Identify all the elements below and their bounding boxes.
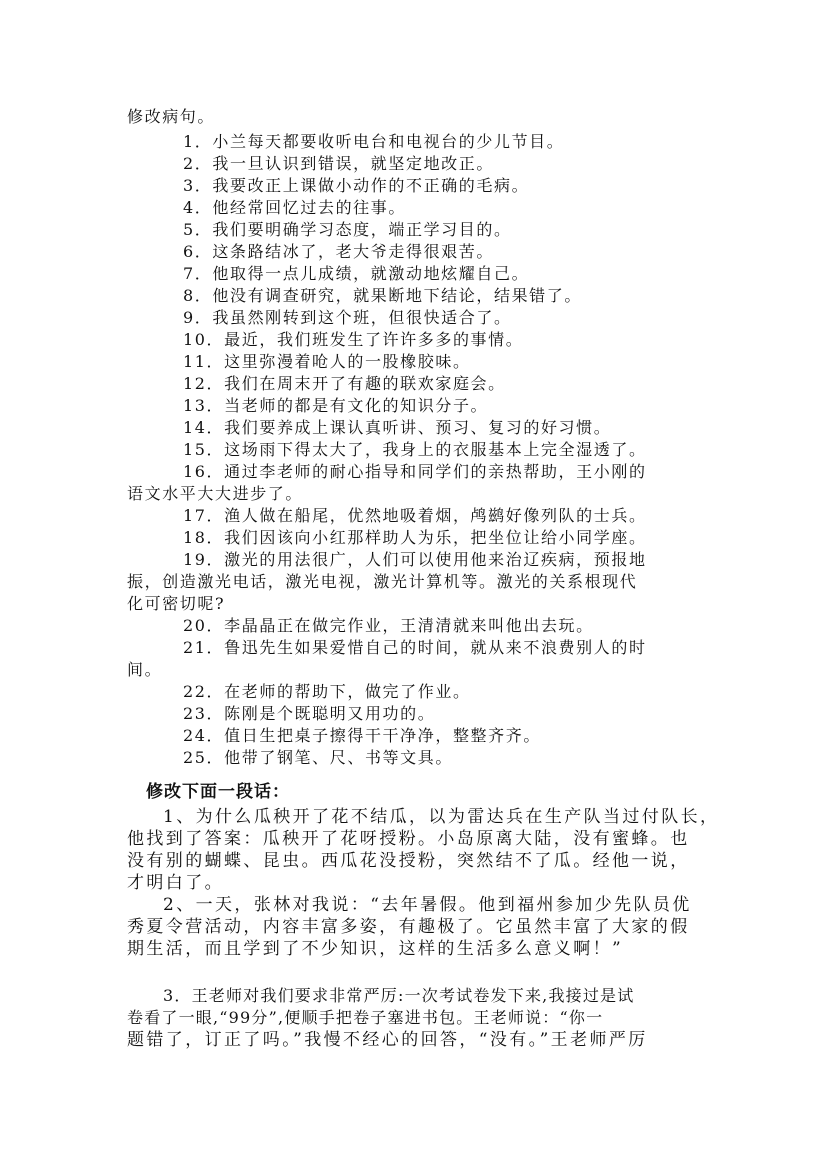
sentence-item: 9．我虽然刚转到这个班，但很快适合了。 <box>183 308 512 327</box>
paragraph-line: 1、为什么瓜秧开了花不结瓜，以为雷达兵在生产队当过付队长， <box>163 807 720 827</box>
sentence-item: 6．这条路结冰了，老大爷走得很艰苦。 <box>183 242 494 261</box>
sentence-item: 12．我们在周末开了有趣的联欢家庭会。 <box>183 374 506 393</box>
sentence-item: 16．通过李老师的耐心指导和同学们的亲热帮助，王小刚的 <box>183 462 647 481</box>
sentence-item-continued: 间。 <box>127 660 163 679</box>
sentence-item: 23．陈刚是个既聪明又用功的。 <box>183 704 436 723</box>
sentence-item: 3．我要改正上课做小动作的不正确的毛病。 <box>183 176 530 195</box>
paragraph-line: 才明白了。 <box>127 873 224 893</box>
paragraph-line: 卷看了一眼,“99分”,便顺手把卷子塞进书包。王老师说：“你一 <box>127 1008 604 1027</box>
sentence-item-continued: 振，创造激光电话，激光电视，激光计算机等。激光的关系根现代 <box>127 572 638 591</box>
section-heading: 修改下面一段话： <box>146 782 290 802</box>
sentence-item: 14．我们要养成上课认真听讲、预习、复习的好习惯。 <box>183 418 612 437</box>
paragraph-line: 题错了，订正了吗。”我慢不经心的回答，“没有。”王老师严厉 <box>127 1030 648 1050</box>
section-title: 修改病句。 <box>127 107 216 126</box>
sentence-item: 7．他取得一点儿成绩，就激动地炫耀自己。 <box>183 264 530 283</box>
sentence-item: 20．李晶晶正在做完作业，王清清就来叫他出去玩。 <box>183 616 594 635</box>
paragraph-line: 他找到了答案：瓜秧开了花呀授粉。小岛原离大陆，没有蜜蜂。也 <box>127 829 690 849</box>
sentence-item: 25．他带了钢笔、尺、书等文具。 <box>183 748 453 767</box>
paragraph-line: 期生活，而且学到了不少知识，这样的生活多么意义啊！” <box>127 939 624 959</box>
paragraph-line: 3．王老师对我们要求非常严厉:一次考试卷发下来,我接过是试 <box>163 986 635 1005</box>
sentence-item: 15．这场雨下得太大了，我身上的衣服基本上完全湿透了。 <box>183 440 647 459</box>
sentence-item: 5．我们要明确学习态度，端正学习目的。 <box>183 220 512 239</box>
sentence-item: 4．他经常回忆过去的往事。 <box>183 198 406 217</box>
sentence-item-continued: 化可密切呢? <box>127 594 226 613</box>
sentence-item: 18．我们因该向小红那样助人为乐，把坐位让给小同学座。 <box>183 528 647 547</box>
sentence-item: 24．值日生把桌子擦得干干净净，整整齐齐。 <box>183 726 541 745</box>
sentence-item: 1．小兰每天都要收听电台和电视台的少儿节目。 <box>183 132 565 151</box>
sentence-item: 17．渔人做在船尾，优然地吸着烟，鸬鹚好像列队的士兵。 <box>183 506 647 525</box>
sentence-item: 11．这里弥漫着呛人的一股橡胶味。 <box>183 352 471 371</box>
sentence-item: 22．在老师的帮助下，做完了作业。 <box>183 682 471 701</box>
paragraph-line: 2、一天，张林对我说：“去年暑假。他到福州参加少先队员优 <box>163 895 692 915</box>
sentence-item: 10．最近，我们班发生了许许多多的事情。 <box>183 330 524 349</box>
sentence-item-continued: 语文水平大大进步了。 <box>127 484 304 503</box>
sentence-item: 8．他没有调查研究，就果断地下结论，结果错了。 <box>183 286 582 305</box>
sentence-item: 2．我一旦认识到错误，就坚定地改正。 <box>183 154 494 173</box>
paragraph-line: 秀夏令营活动，内容丰富多姿，有趣极了。它虽然丰富了大家的假 <box>127 917 690 937</box>
paragraph-line: 没有别的蝴蝶、昆虫。西瓜花没授粉，突然结不了瓜。经他一说， <box>127 851 690 871</box>
sentence-item: 19．激光的用法很广，人们可以使用他来治辽疾病，预报地 <box>183 550 647 569</box>
sentence-item: 13．当老师的都是有文化的知识分子。 <box>183 396 489 415</box>
sentence-item: 21．鲁迅先生如果爱惜自己的时间，就从来不浪费别人的时 <box>183 638 647 657</box>
